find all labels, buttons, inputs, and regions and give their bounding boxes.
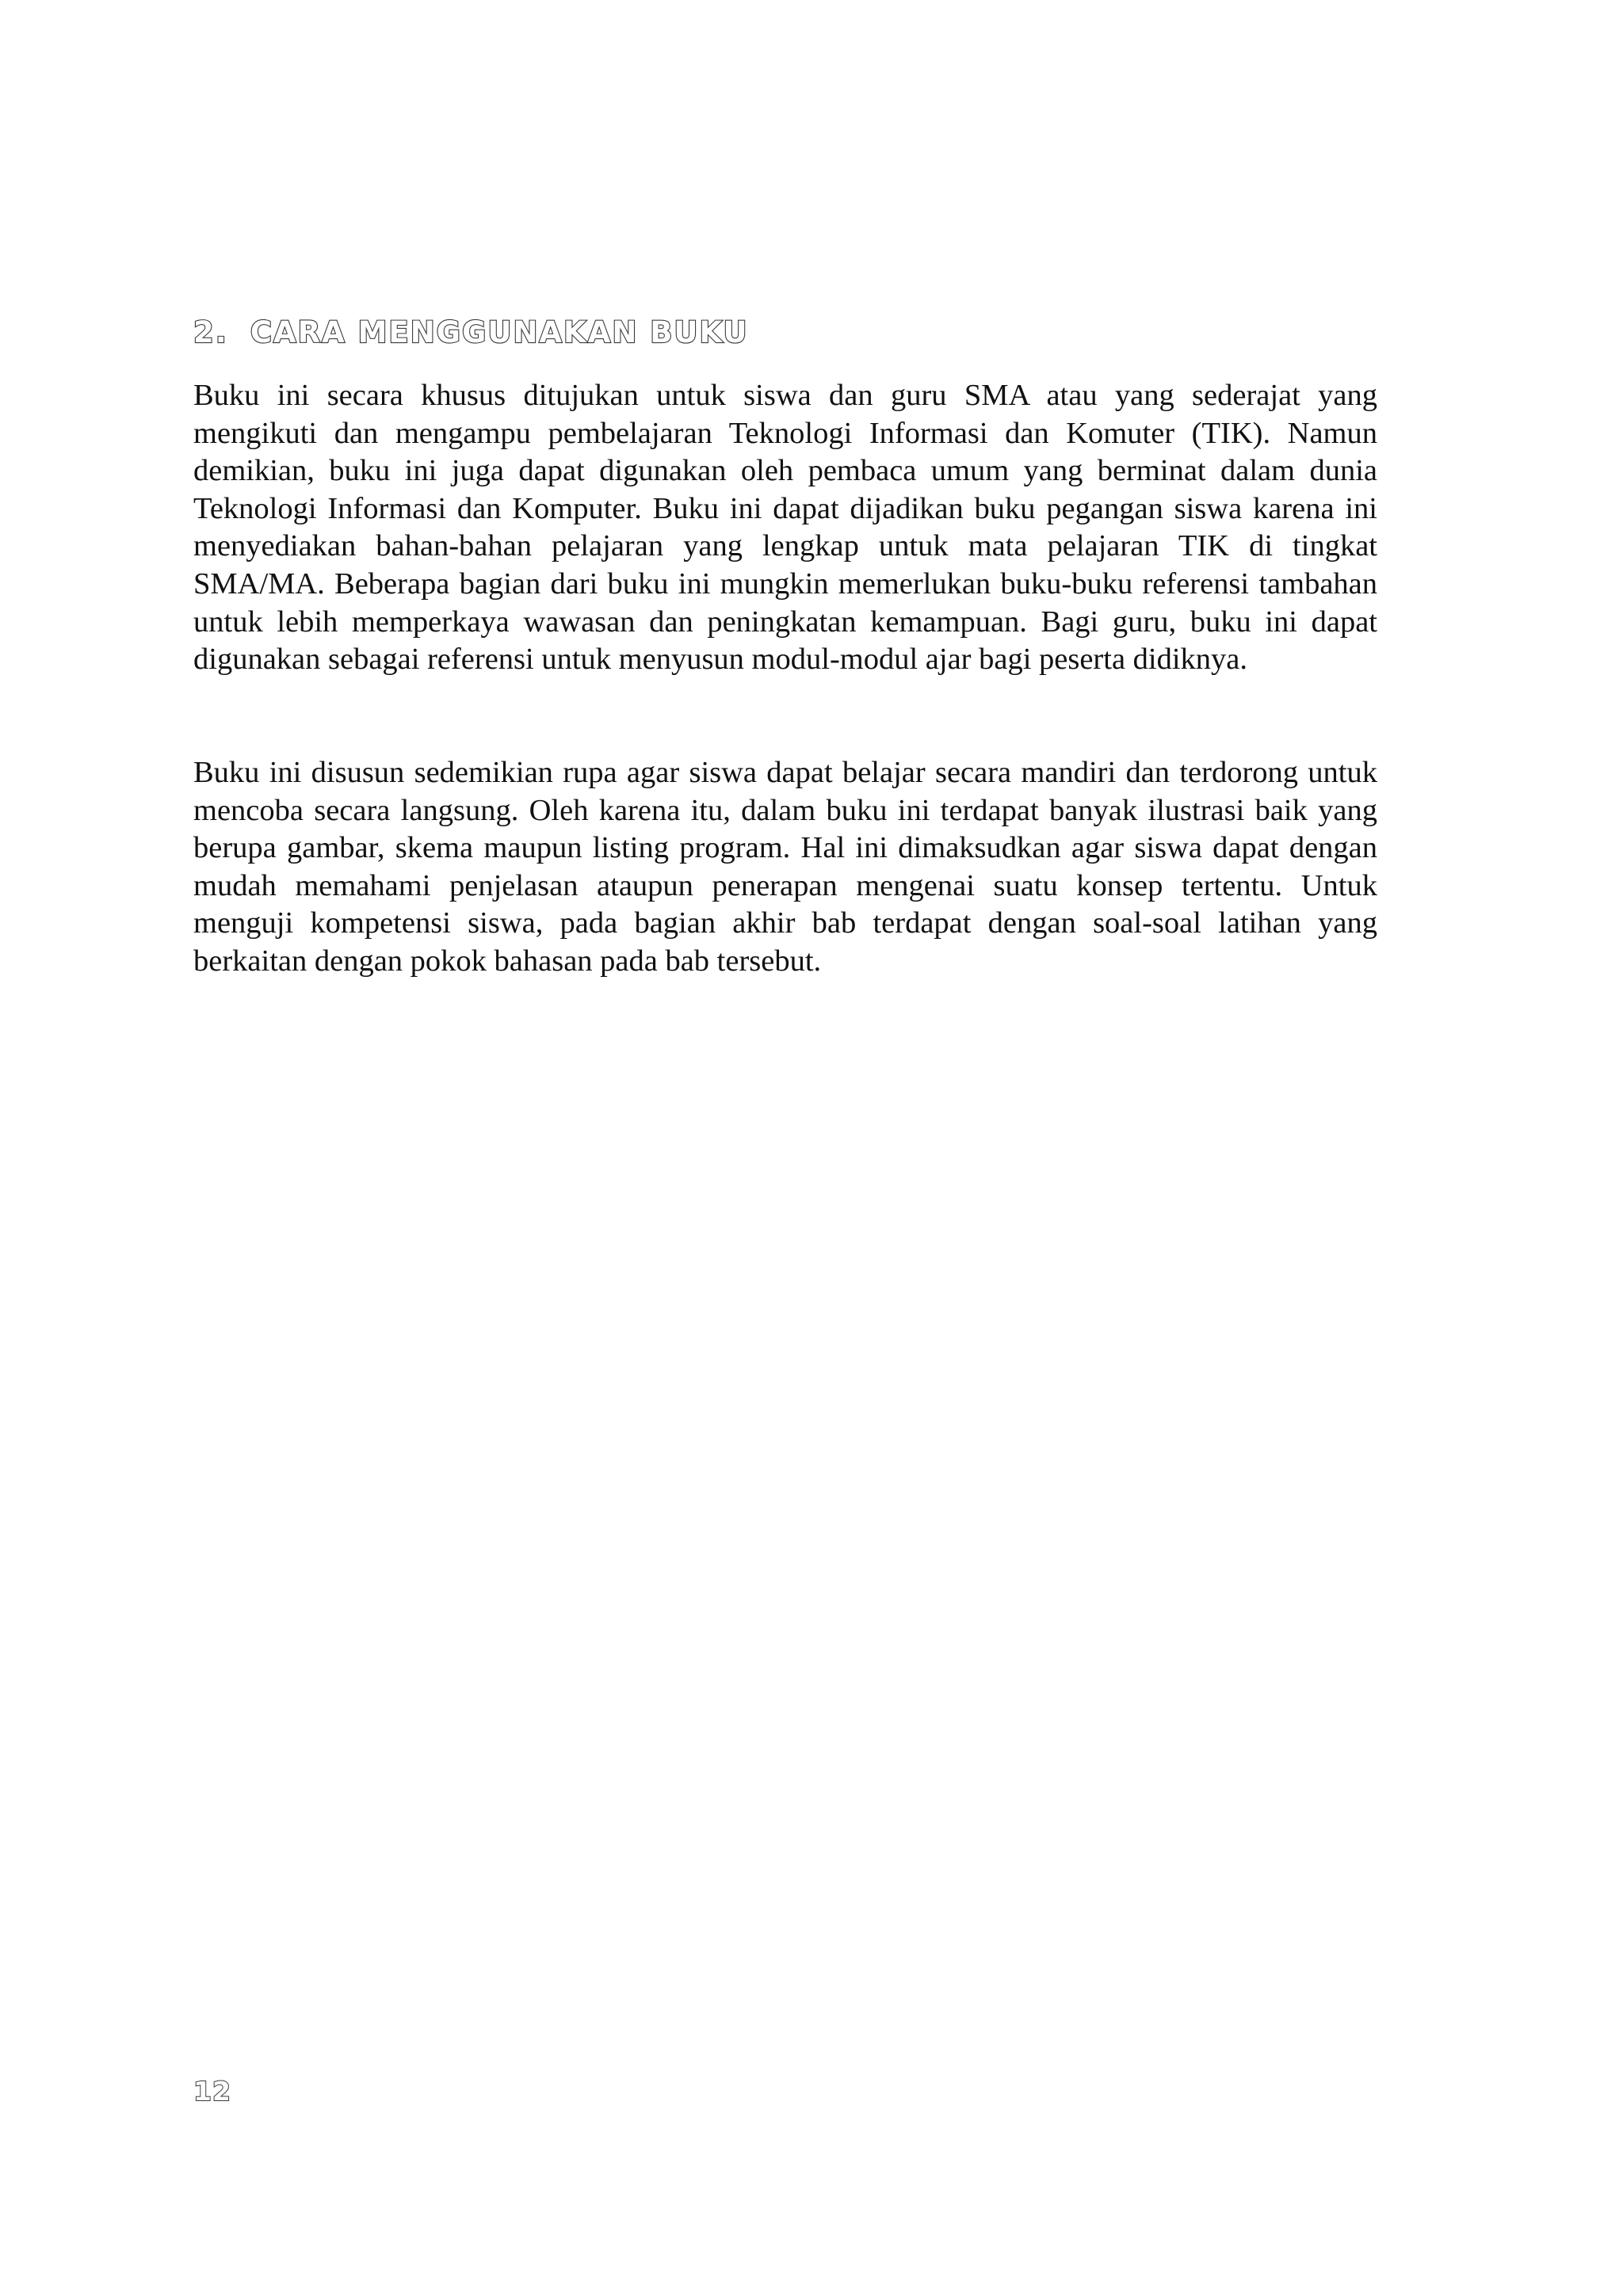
page-number: 12 [193,2076,231,2107]
section-title: CARA MENGGUNAKAN BUKU [250,315,749,349]
section-number: 2. [193,315,228,349]
body-paragraph-2: Buku ini disusun sedemikian rupa agar siswa dapat belajar secara mandiri dan terdorong untuk mencoba secara langsung. Oleh karena itu, dalam buku ini terdapat banyak ilustrasi baik yang berupa gambar, skema maupun listing program. Hal ini dimaksudkan agar siswa dapat dengan mudah memahami penjelasan ataupun penerapan mengenai suatu konsep tertentu. Untuk menguji kompetensi siswa, pada bagian akhir bab terdapat dengan soal-soal latihan yang berkaitan dengan pokok bahasan pada bab tersebut. [193,756,1377,978]
section-heading [193,315,749,349]
body-paragraph-1: Buku ini secara khusus ditujukan untuk siswa dan guru SMA atau yang sederajat yang mengikuti dan mengampu pembelajaran Teknologi Informasi dan Komuter (TIK). Namun demikian, buku ini juga dapat digunakan oleh pembaca umum yang berminat dalam dunia Teknologi Informasi dan Komputer. Buku ini dapat dijadikan buku pegangan siswa karena ini menyediakan bahan-bahan pelajaran yang lengkap untuk mata pelajaran TIK di tingkat SMA/MA. Beberapa bagian dari buku ini mungkin memerlukan buku-buku referensi tambahan untuk lebih memperkaya wawasan dan peningkatan kemampuan. Bagi guru, buku ini dapat digunakan sebagai referensi untuk menyusun modul-modul ajar bagi peserta didiknya. [193,379,1377,677]
